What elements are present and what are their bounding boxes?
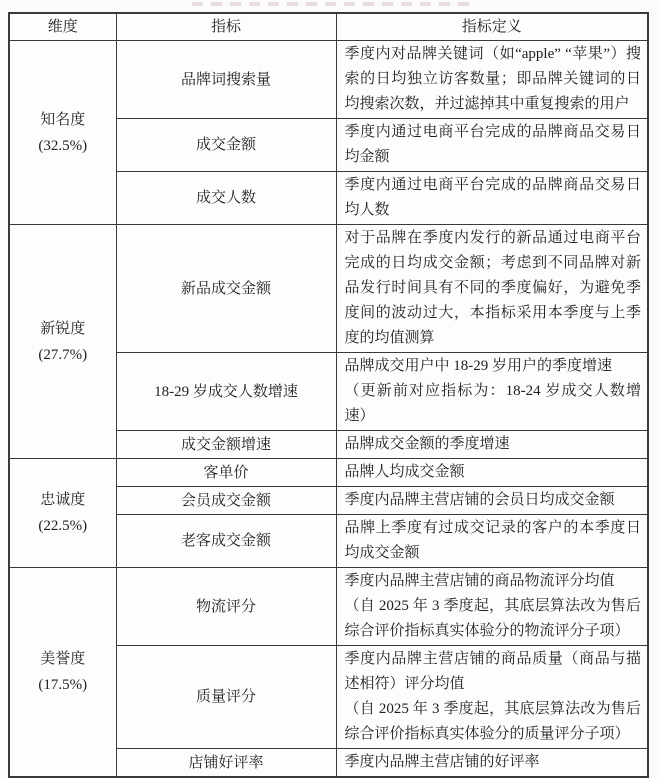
indicator-cell: 18-29 岁成交人数增速 (116, 353, 336, 431)
header-indicator: 指标 (116, 13, 336, 41)
definition-paragraph: 季度内品牌主营店铺的会员日均成交金额 (344, 492, 615, 508)
indicator-cell: 新品成交金额 (116, 225, 336, 353)
dimension-weight: (32.5%) (38, 137, 88, 154)
definition-cell (336, 568, 648, 646)
indicator-cell: 成交金额增速 (116, 431, 336, 459)
dimension-weight: (27.7%) (38, 346, 88, 363)
indicator-cell: 品牌词搜索量 (116, 41, 336, 119)
header-dimension: 维度 (9, 13, 116, 41)
definition-cell (336, 431, 648, 459)
definition-cell (336, 749, 648, 778)
definition-cell (336, 119, 648, 172)
cropped-title-remnant (192, 2, 477, 6)
definition-cell (336, 353, 648, 431)
definition-paragraph: 季度内通过电商平台完成的品牌商品交易日均人数 (344, 177, 641, 218)
dimension-cell-loyalty (9, 459, 116, 568)
definition-paragraph: （更新前对应指标为：18-24 岁成交人数增速） (344, 383, 641, 424)
definition-cell (336, 515, 648, 568)
dimension-name: 忠诚度 (40, 492, 86, 508)
definition-cell (336, 225, 648, 353)
dimension-cell-reputation (9, 568, 116, 778)
indicator-cell: 物流评分 (116, 568, 336, 646)
definition-paragraph: 季度内品牌主营店铺的好评率 (344, 754, 540, 770)
dimension-weight: (22.5%) (38, 518, 88, 534)
definition-paragraph: 品牌成交用户中 18-29 岁用户的季度增速 (344, 358, 612, 374)
definition-paragraph: 季度内品牌主营店铺的商品物流评分均值 (344, 573, 615, 589)
definition-paragraph: （自 2025 年 3 季度起，其底层算法改为售后综合评价指标真实体验分的质量评分子项） (344, 701, 641, 742)
definition-cell (336, 41, 648, 119)
table-row (9, 459, 648, 487)
table-header-row (9, 13, 648, 41)
definition-paragraph: 品牌上季度有过成交记录的客户的本季度日均成交金额 (344, 520, 641, 561)
definition-cell (336, 487, 648, 515)
indicator-cell: 店铺好评率 (116, 749, 336, 778)
table-row (9, 568, 648, 646)
indicator-cell: 会员成交金额 (116, 487, 336, 515)
indicator-cell: 老客成交金额 (116, 515, 336, 568)
definition-paragraph: 品牌成交金额的季度增速 (344, 436, 510, 452)
definition-cell (336, 459, 648, 487)
indicator-cell: 客单价 (116, 459, 336, 487)
dimension-cell-novelty (9, 225, 116, 459)
dimension-name: 新锐度 (40, 320, 86, 337)
dimension-name: 知名度 (40, 111, 86, 128)
definition-paragraph: 对于品牌在季度内发行的新品通过电商平台完成的日均成交金额；考虑到不同品牌对新品发行时间具有不同的季度偏好，为避免季度间的波动过大，本指标采用本季度与上季度的均值测算 (344, 230, 641, 346)
table-row (9, 41, 648, 119)
indicator-cell: 成交人数 (116, 172, 336, 225)
table-row (9, 225, 648, 353)
definition-paragraph: 品牌人均成交金额 (344, 464, 465, 480)
definition-paragraph: （自 2025 年 3 季度起，其底层算法改为售后综合评价指标真实体验分的物流评分子项） (344, 598, 641, 639)
dimension-cell-awareness (9, 41, 116, 225)
indicator-cell: 成交金额 (116, 119, 336, 172)
definition-cell (336, 172, 648, 225)
definition-paragraph: 季度内通过电商平台完成的品牌商品交易日均金额 (344, 124, 641, 165)
dimension-name: 美誉度 (40, 651, 86, 667)
definition-paragraph: 季度内品牌主营店铺的商品质量（商品与描述相符）评分均值 (344, 651, 641, 692)
brand-metrics-table (8, 12, 649, 778)
header-definition: 指标定义 (336, 13, 648, 41)
indicator-cell: 质量评分 (116, 646, 336, 749)
dimension-weight: (17.5%) (38, 677, 88, 693)
definition-paragraph: 季度内对品牌关键词（如“apple” “苹果”）搜索的日均独立访客数量；即品牌关键词的日均搜索次数，并过滤掉其中重复搜索的用户 (344, 46, 641, 112)
definition-cell (336, 646, 648, 749)
